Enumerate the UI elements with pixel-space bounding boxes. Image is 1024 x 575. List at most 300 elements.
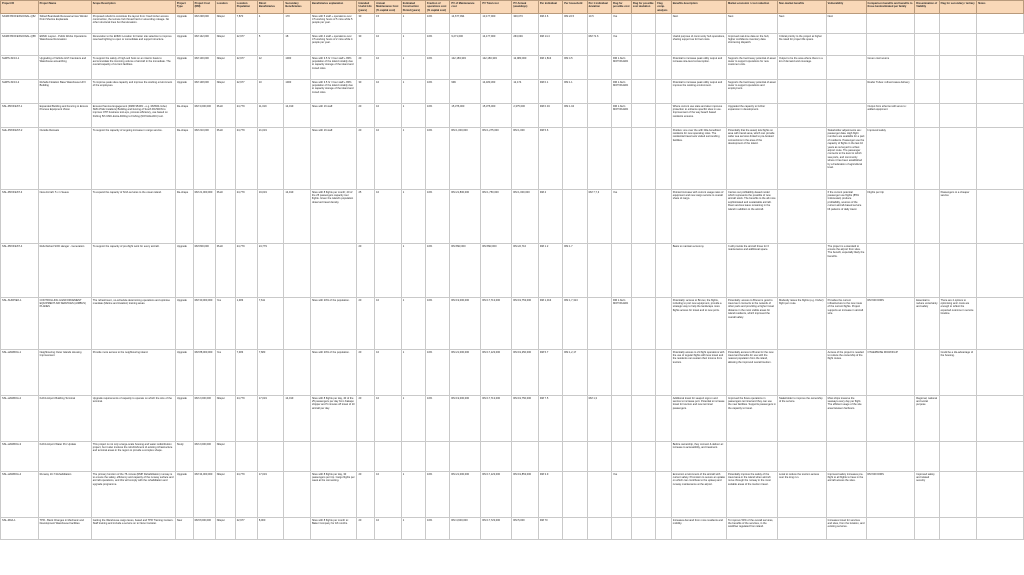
table-cell[interactable]: Upgrade <box>175 297 193 349</box>
table-cell[interactable]: Upgrade <box>175 33 193 55</box>
table-cell[interactable] <box>656 33 671 55</box>
column-header[interactable]: Location <box>215 1 235 14</box>
table-cell[interactable]: 15 <box>375 13 402 33</box>
table-cell[interactable] <box>977 189 1024 243</box>
table-cell[interactable] <box>826 33 866 55</box>
column-header[interactable]: Per household <box>563 1 587 14</box>
table-cell[interactable]: Modestly raises the flights (e.g. Fisher) flight per route. <box>777 297 826 349</box>
table-cell[interactable]: Rehabs Flotation Base Warehouse HIVI Building <box>38 79 91 103</box>
table-cell[interactable] <box>656 441 671 471</box>
table-cell[interactable]: 263,049 <box>512 33 539 55</box>
table-cell[interactable]: RM 17,713,000 <box>481 395 512 441</box>
table-cell[interactable] <box>939 127 977 189</box>
table-cell[interactable]: 10 <box>375 517 402 539</box>
table-cell[interactable]: 16% <box>426 297 450 349</box>
table-cell[interactable]: RM 130,000 <box>193 55 215 79</box>
column-header[interactable]: Non-market benefits <box>777 1 826 14</box>
table-cell[interactable]: RM 19,000,000 <box>450 297 481 349</box>
table-cell[interactable] <box>656 127 671 189</box>
table-cell[interactable]: Next <box>727 13 778 33</box>
table-cell[interactable] <box>563 395 587 441</box>
table-cell[interactable] <box>866 243 915 297</box>
table-cell[interactable]: Local to reduce the tourism access over the long run. <box>777 471 826 517</box>
table-cell[interactable] <box>727 441 778 471</box>
table-cell[interactable]: Renovation to the ENMC Location for better site selection to improve reserved lighting to open or consolidate and support structure. <box>91 33 175 55</box>
table-cell[interactable] <box>977 13 1024 33</box>
table-cell[interactable]: RM 1,813 <box>538 55 562 79</box>
table-cell[interactable]: 1 <box>401 517 425 539</box>
table-cell[interactable]: This project is not only a large-scale housing and water redistribution project, but it also involves the refurbishment of existing infrastructure and terminal areas in the region to provide a complex shape. <box>91 441 175 471</box>
table-cell[interactable]: 14,183,303 <box>481 79 512 103</box>
table-cell[interactable]: 14,177,900 <box>481 33 512 55</box>
table-cell[interactable]: 20 <box>357 517 375 539</box>
table-cell[interactable]: 4 <box>257 13 284 33</box>
table-cell[interactable]: RM 1,3 <box>587 395 611 441</box>
table-cell[interactable]: Reefer Tubes: refined cases delivery <box>866 79 915 103</box>
table-cell[interactable]: Critical priority to the project at higher fire rated for project life spans. <box>777 33 826 55</box>
table-cell[interactable]: RM 4 <box>538 189 562 243</box>
table-row[interactable] <box>1 395 1024 441</box>
table-cell[interactable] <box>939 441 977 471</box>
table-cell[interactable]: 22,977 <box>235 79 257 103</box>
table-cell[interactable]: Sites with 20% of the population. <box>310 297 356 349</box>
table-cell[interactable]: Increases demand from more residents and mobility. <box>671 517 726 539</box>
table-cell[interactable] <box>656 243 671 297</box>
table-cell[interactable]: 13,177,900 <box>481 13 512 33</box>
table-cell[interactable]: 19,019 <box>257 189 284 243</box>
table-cell[interactable]: SSL-SUDPIEX-1 <box>1 297 39 349</box>
table-cell[interactable]: Yes <box>215 297 235 349</box>
table-cell[interactable] <box>977 79 1024 103</box>
table-cell[interactable]: Nilepur <box>215 471 235 517</box>
table-cell[interactable]: RM 17,723,000 <box>481 517 512 539</box>
table-cell[interactable]: The project is a standard to ensure the airport from sites. The benefit, especially likely the benefits. <box>826 243 866 297</box>
table-cell[interactable] <box>631 471 655 517</box>
table-cell[interactable]: RM 1.1 <box>563 79 587 103</box>
table-cell[interactable]: Output to be the area where there is a lot of demand and coverage. <box>777 55 826 79</box>
table-cell[interactable]: 16% <box>426 127 450 189</box>
column-header[interactable]: Location Population <box>235 1 257 14</box>
table-cell[interactable]: Potential to increase peak utility output and increase site-level consumption. <box>671 55 726 79</box>
table-cell[interactable] <box>538 441 562 471</box>
table-cell[interactable]: Pointed increase with current usage rates of equipment and new cargo service to overall share of cargo. <box>671 189 726 243</box>
table-cell[interactable]: Where current use state and also improves protection to enhance specific sites in use. Improvement of the way beach based residents ensures. <box>671 103 726 127</box>
table-cell[interactable]: 12 <box>257 55 284 79</box>
table-cell[interactable] <box>977 243 1024 297</box>
table-cell[interactable]: 1000 <box>284 55 311 79</box>
table-cell[interactable]: To improve 50% of the overall services, the benefits of the services, in the workflow regulated from island. <box>727 517 778 539</box>
table-cell[interactable]: Runway 10-7 Rehabilitation <box>38 471 91 517</box>
table-cell[interactable] <box>915 517 939 539</box>
table-cell[interactable] <box>587 55 611 79</box>
table-cell[interactable]: It will provide the aircraft those for 6 maintenance and additional space. <box>727 243 778 297</box>
table-cell[interactable]: 1 <box>401 79 425 103</box>
table-cell[interactable] <box>656 103 671 127</box>
table-cell[interactable]: 30 <box>357 13 375 33</box>
table-cell[interactable]: RM 2,000,000 <box>193 441 215 471</box>
table-cell[interactable]: RM 17,713,000 <box>481 297 512 349</box>
table-cell[interactable] <box>656 55 671 79</box>
column-header[interactable]: PV Total cost <box>481 1 512 14</box>
table-cell[interactable] <box>777 103 826 127</box>
table-cell[interactable]: 17,019 <box>257 395 284 441</box>
table-cell[interactable] <box>866 33 915 55</box>
table-cell[interactable]: RM 1,2,17 <box>563 349 587 395</box>
table-cell[interactable]: Carries out profitability-based model which represents the possible of new aircraft stock. The benefits to the all more sophisticated and sustainable aircraft. Fleet services leave remaining in the island in addition to the aircraft. <box>727 189 778 243</box>
table-cell[interactable]: 20 <box>357 471 375 517</box>
table-cell[interactable]: RM 21,800,000 <box>450 189 481 243</box>
table-cell[interactable]: PHAI <box>215 127 235 189</box>
column-header[interactable]: Fraction of operations cost (% capital cost) <box>426 1 450 14</box>
table-cell[interactable]: 10 <box>257 79 284 103</box>
table-cell[interactable]: RM 70 <box>538 517 562 539</box>
table-cell[interactable] <box>939 79 977 103</box>
table-cell[interactable] <box>631 349 655 395</box>
table-cell[interactable]: Refurbished SOD Hanger - Generation <box>38 243 91 297</box>
table-cell[interactable]: Next <box>777 13 826 33</box>
table-cell[interactable]: Upgrade <box>175 13 193 33</box>
table-cell[interactable] <box>939 103 977 127</box>
column-header[interactable]: Project ID <box>1 1 39 14</box>
table-cell[interactable]: Expanded Building and Fencing to Ensure Process Equipment Vision <box>38 103 91 127</box>
table-cell[interactable]: 999 <box>450 79 481 103</box>
table-cell[interactable] <box>777 127 826 189</box>
table-cell[interactable]: RM 1,000 <box>512 127 539 189</box>
table-cell[interactable]: RM 8,000,000 <box>193 517 215 539</box>
table-cell[interactable]: Improved the flows operations in passengers terminal and they can use the new facilities. Supports passengers in the capacity to travel. <box>727 395 778 441</box>
table-cell[interactable]: 17,019 <box>257 471 284 517</box>
table-cell[interactable]: Green cowl source <box>866 55 915 79</box>
table-cell[interactable] <box>587 103 611 127</box>
table-cell[interactable]: 20 <box>357 103 375 127</box>
table-cell[interactable]: 16% <box>426 33 450 55</box>
table-cell[interactable] <box>310 441 356 471</box>
table-cell[interactable] <box>631 441 655 471</box>
table-cell[interactable]: Potentially access to Brunei for the new travel and benefits for use with the nearest population from the island, allowing the improved overall tourism. <box>727 349 778 395</box>
table-cell[interactable] <box>284 517 311 539</box>
table-cell[interactable]: Re-shape <box>175 103 193 127</box>
table-cell[interactable]: 170 <box>284 13 311 33</box>
table-cell[interactable]: RM 893,000 <box>450 243 481 297</box>
table-cell[interactable]: 10 <box>375 349 402 395</box>
table-cell[interactable]: RM 1.04 <box>563 103 587 127</box>
table-cell[interactable] <box>656 13 671 33</box>
table-cell[interactable]: Nilepur <box>215 13 235 33</box>
table-cell[interactable]: 20 <box>357 395 375 441</box>
table-cell[interactable]: Passengers to a cheaper service <box>939 189 977 243</box>
table-cell[interactable]: 16% <box>426 517 450 539</box>
table-cell[interactable]: RM 5.7 <box>538 349 562 395</box>
table-cell[interactable]: ENMC Layout - Public Works Operations Warehouse Renovation <box>38 33 91 55</box>
table-cell[interactable]: RM 1.7 <box>563 243 587 297</box>
table-cell[interactable]: 14,919 <box>284 189 311 243</box>
table-cell[interactable]: Nilepur <box>215 441 235 471</box>
table-cell[interactable]: SSL-HANBOA-2 <box>1 395 39 441</box>
table-cell[interactable]: Flights per trip <box>866 189 915 243</box>
column-header[interactable]: Per individual <box>538 1 562 14</box>
column-header[interactable]: Annual Maintenance Cost (% capital cost) <box>375 1 402 14</box>
table-cell[interactable]: 20 <box>357 127 375 189</box>
table-cell[interactable]: PHAI <box>215 103 235 127</box>
column-header[interactable]: Flag comp. analysis <box>656 1 671 14</box>
table-cell[interactable]: RM 1,275,000 <box>481 127 512 189</box>
table-cell[interactable]: RM 148,000 <box>193 79 215 103</box>
table-cell[interactable]: There are 4 options to optimising and: costs are enough to reflect the expected outcome in service timeline. <box>939 297 977 349</box>
table-cell[interactable]: Yes <box>611 189 631 243</box>
table-cell[interactable]: To support the safety of high-soil hoist on an interim basis to accommodate the incoming volume of aircraft in the immediate. The overall capacity of current facilities. <box>91 55 175 79</box>
table-cell[interactable]: 142,183,303 <box>481 55 512 79</box>
table-cell[interactable]: Outside Retreats <box>38 127 91 189</box>
table-cell[interactable] <box>939 13 977 33</box>
table-cell[interactable]: 30 <box>357 79 375 103</box>
column-header[interactable]: Project Cost (RM) <box>193 1 215 14</box>
table-cell[interactable]: Nilepur <box>215 79 235 103</box>
table-cell[interactable] <box>284 441 311 471</box>
table-cell[interactable]: Essential to reduce uncertainty and safety <box>915 297 939 349</box>
table-cell[interactable]: 20 <box>357 55 375 79</box>
table-cell[interactable] <box>915 55 939 79</box>
table-cell[interactable]: Provide more access to the neighbouring island. <box>91 349 175 395</box>
table-cell[interactable] <box>977 127 1024 189</box>
table-cell[interactable]: RM 1 Alvin MOTOKAWA <box>611 103 631 127</box>
column-header[interactable]: Intended Useful Life (years) <box>357 1 375 14</box>
table-cell[interactable]: RM 1 Alvin MOTOKAWA <box>611 297 631 349</box>
table-cell[interactable]: Re-shape <box>175 189 193 243</box>
table-cell[interactable]: RM 3.9 <box>538 471 562 517</box>
table-cell[interactable] <box>284 349 311 395</box>
table-cell[interactable]: Positive: one over the with little-benefitted residents for new operating roles. The residential travel sets visited surrounding facilities. <box>671 127 726 189</box>
table-cell[interactable]: 24,779 <box>235 471 257 517</box>
table-cell[interactable]: KAKA Airport Water Pro Update <box>38 441 91 471</box>
table-cell[interactable] <box>563 33 587 55</box>
table-cell[interactable]: New <box>175 517 193 539</box>
table-row[interactable] <box>1 13 1024 33</box>
table-cell[interactable] <box>587 243 611 297</box>
table-cell[interactable]: Useful purpose of community hub operations, sharing support as for fuel costs. <box>671 33 726 55</box>
table-cell[interactable] <box>915 441 939 471</box>
table-cell[interactable]: SSL-RDA-1 <box>1 517 39 539</box>
table-cell[interactable] <box>611 441 631 471</box>
table-cell[interactable]: RM 1,013 <box>538 297 562 349</box>
table-cell[interactable] <box>611 243 631 297</box>
table-row[interactable] <box>1 517 1024 539</box>
table-cell[interactable] <box>284 471 311 517</box>
table-cell[interactable]: SSL-PROFEST-1 <box>1 103 39 127</box>
table-cell[interactable] <box>866 441 915 471</box>
table-cell[interactable] <box>939 517 977 539</box>
table-row[interactable] <box>1 243 1024 297</box>
table-cell[interactable]: 7,611 <box>257 297 284 349</box>
table-cell[interactable]: SSL-HANBOA-1 <box>1 349 39 395</box>
table-cell[interactable]: Basis to maintain economy. <box>671 243 726 297</box>
table-cell[interactable]: Yes <box>215 349 235 395</box>
table-cell[interactable]: RM 34,000,000 <box>193 471 215 517</box>
table-cell[interactable]: Nilepur <box>215 517 235 539</box>
table-cell[interactable]: 21,019 <box>257 127 284 189</box>
table-cell[interactable] <box>631 189 655 243</box>
table-cell[interactable]: RM 22.5 <box>563 13 587 33</box>
column-header[interactable]: Scope Description <box>91 1 175 14</box>
table-cell[interactable] <box>284 297 311 349</box>
table-cell[interactable]: 20 <box>357 243 375 297</box>
table-cell[interactable]: Potentially that the asset) lets flights on area with transit area, which can provide wider sea services linked to pre-booked connections in the area of the development of the island. <box>727 127 778 189</box>
table-cell[interactable] <box>826 103 866 127</box>
table-cell[interactable]: RM 14.4 <box>538 33 562 55</box>
column-header[interactable]: PV Annual (weekdays) <box>512 1 539 14</box>
table-cell[interactable]: RM 1,750,000 <box>481 189 512 243</box>
table-cell[interactable]: 1 <box>401 33 425 55</box>
table-cell[interactable] <box>656 189 671 243</box>
table-cell[interactable]: Supports the fuel-heavy potential of asset tower to support operations and employment. <box>727 79 778 103</box>
table-cell[interactable] <box>481 441 512 471</box>
table-cell[interactable]: Sites with 16 staff. <box>310 127 356 189</box>
column-header[interactable]: Vulnerability <box>826 1 866 14</box>
table-cell[interactable] <box>866 395 915 441</box>
table-cell[interactable]: RM 71.6 <box>587 33 611 55</box>
table-cell[interactable]: 300,073 <box>512 13 539 33</box>
table-cell[interactable]: Nilepur <box>215 33 235 55</box>
table-cell[interactable] <box>777 189 826 243</box>
table-cell[interactable]: Sites with 20% of the population. <box>310 349 356 395</box>
table-cell[interactable]: Potentially improve the safety of the travel area in the island when aircraft move through the runway in the most suitable areas of the tourism travel. <box>727 471 778 517</box>
table-cell[interactable]: Sites with 4 staff + operations over 3.5 working hours of 2 mins while 4 people per year. <box>310 33 356 55</box>
table-cell[interactable]: 7,870 <box>235 13 257 33</box>
column-header[interactable]: Estimated Construction Period (years) <box>401 1 425 14</box>
table-cell[interactable]: RM 1,000,000 <box>512 189 539 243</box>
table-cell[interactable]: 2,375,000 <box>512 103 539 127</box>
table-cell[interactable] <box>284 243 311 297</box>
table-cell[interactable]: 1 <box>401 55 425 79</box>
table-cell[interactable]: Improved safety increases pre-flight to all flights to have in the aircraft access the sites. <box>826 471 866 517</box>
table-cell[interactable]: 20 <box>357 297 375 349</box>
table-cell[interactable]: 1 <box>401 395 425 441</box>
table-cell[interactable]: Before ownership, they connect & deliver at: increase to accessibility, and treatment. <box>671 441 726 471</box>
table-cell[interactable] <box>656 297 671 349</box>
table-cell[interactable]: RM 88,000,000 <box>193 349 215 395</box>
table-row[interactable] <box>1 297 1024 349</box>
table-cell[interactable]: RM 1 Alvin MOTOKAWA <box>611 55 631 79</box>
table-cell[interactable]: Upgrading of Vehicle HIVI Canisters and Warehouse ad-earthing <box>38 55 91 79</box>
column-header[interactable]: Flag for possible cost <box>611 1 631 14</box>
table-cell[interactable]: Sites with 8 flights per day, 40 of the 25 passengers per day from Kakapo shipper and 5 minutes off travel of 10 aircraft per day. <box>310 395 356 441</box>
table-cell[interactable]: 1 <box>401 297 425 349</box>
table-cell[interactable]: 9,271,000 <box>450 33 481 55</box>
table-cell[interactable]: 10 <box>375 297 402 349</box>
table-cell[interactable] <box>777 349 826 395</box>
table-cell[interactable] <box>777 517 826 539</box>
table-cell[interactable] <box>611 517 631 539</box>
table-cell[interactable]: Sites with 16 staff. <box>310 103 356 127</box>
table-row[interactable] <box>1 33 1024 55</box>
table-cell[interactable]: RM 1,000,000 <box>450 127 481 189</box>
table-cell[interactable]: Upgrade <box>175 395 193 441</box>
table-cell[interactable]: 16% <box>426 55 450 79</box>
table-cell[interactable]: New Aircraft: 5 x 1 Seaus <box>38 189 91 243</box>
table-cell[interactable] <box>611 127 631 189</box>
table-cell[interactable] <box>777 243 826 297</box>
column-header[interactable]: Comparison benefits and benefits to those best/estimated per family <box>866 1 915 14</box>
table-cell[interactable] <box>977 395 1024 441</box>
table-cell[interactable]: Upgraded the capacity to further expansion in development. <box>727 103 778 127</box>
table-cell[interactable] <box>977 297 1024 349</box>
table-cell[interactable]: Access of the project is needed to reduce the ownership of the flight routes. <box>826 349 866 395</box>
table-cell[interactable]: 14,019 <box>284 103 311 127</box>
table-cell[interactable] <box>977 55 1024 79</box>
table-cell[interactable]: OTHERWISE MICROFLIP <box>866 349 915 395</box>
table-cell[interactable]: Nilepur <box>215 395 235 441</box>
table-cell[interactable]: 1 <box>401 127 425 189</box>
table-cell[interactable] <box>631 79 655 103</box>
column-header[interactable]: Per 1 individual deviation <box>587 1 611 14</box>
table-cell[interactable] <box>587 79 611 103</box>
table-cell[interactable]: Upgrade <box>175 349 193 395</box>
table-cell[interactable]: 10 <box>375 395 402 441</box>
table-cell[interactable]: RM 830,000 <box>193 243 215 297</box>
table-cell[interactable]: Sites with 5 staff + operations over 3.5 working hours of 5 mins while 5 people per year. <box>310 13 356 33</box>
table-cell[interactable]: 24,779 <box>235 189 257 243</box>
table-cell[interactable] <box>656 471 671 517</box>
table-row[interactable] <box>1 441 1024 471</box>
table-cell[interactable]: 16% <box>426 349 450 395</box>
table-cell[interactable] <box>563 517 587 539</box>
table-cell[interactable] <box>915 127 939 189</box>
table-cell[interactable] <box>587 471 611 517</box>
table-cell[interactable]: 14,677,994 <box>450 13 481 33</box>
table-cell[interactable] <box>587 297 611 349</box>
table-cell[interactable]: RM 4.5 <box>563 55 587 79</box>
table-cell[interactable] <box>826 55 866 79</box>
table-cell[interactable] <box>977 441 1024 471</box>
table-cell[interactable]: 30 <box>357 33 375 55</box>
table-cell[interactable]: 24,779 <box>235 127 257 189</box>
table-cell[interactable]: Economic environment of the aircraft with current safety. Promotion to secure an uptake on which can contribute to the upkeep and runway maintenance at the airport. <box>671 471 726 517</box>
table-cell[interactable]: Upgrade <box>175 243 193 297</box>
table-cell[interactable]: 16% <box>426 189 450 243</box>
table-cell[interactable]: Stakeholder adjustments are: passenger data. High flight numbers are available for a part of residents. Passenger use the capacity of flights in the last 10 years as surveyed to a fleet airport route. The passenger connects to the level to which sea ports, and community where it has been established by a Federation of agricultural level. <box>826 127 866 189</box>
table-cell[interactable]: Next <box>671 13 726 33</box>
column-header[interactable]: Dissemination of Viability <box>915 1 939 14</box>
table-cell[interactable]: If the current potential passenger use flights (85% Indonesian) produce profitability, sources of the current aircraft-based service lift patterns of daily travel. <box>826 189 866 243</box>
table-cell[interactable]: Improved safety <box>866 127 915 189</box>
table-cell[interactable]: 7,483 <box>235 349 257 395</box>
table-cell[interactable] <box>631 395 655 441</box>
table-cell[interactable]: 15,376,000 <box>450 103 481 127</box>
table-cell[interactable] <box>915 79 939 103</box>
table-cell[interactable]: 7,683 <box>257 349 284 395</box>
table-cell[interactable]: RM 600 DIMS <box>866 297 915 349</box>
table-cell[interactable]: RM 5.6 <box>538 127 562 189</box>
table-cell[interactable]: Sites with 8 flights per month to: Baker Company for 18 months. <box>310 517 356 539</box>
table-row[interactable] <box>1 471 1024 517</box>
table-cell[interactable]: KAKA Airport Building Terminal <box>38 395 91 441</box>
table-cell[interactable]: 10 <box>375 79 402 103</box>
table-cell[interactable]: Improved real-time data on the hub; higher confidence inventory data shortening dispatch. <box>727 33 778 55</box>
table-cell[interactable] <box>375 243 402 297</box>
table-cell[interactable]: SSL-PROFEST-3 <box>1 189 39 243</box>
table-cell[interactable]: Could be a dis-advantage of the housing. <box>939 349 977 395</box>
table-cell[interactable]: Sites with 3.5 hr / hour staff + 80% population of the island notably due to capacity storage of the island and zoned roles. <box>310 79 356 103</box>
table-cell[interactable] <box>915 103 939 127</box>
table-cell[interactable] <box>915 189 939 243</box>
table-cell[interactable]: 10 <box>375 471 402 517</box>
table-cell[interactable]: Proposed rebuild to constitute the layout from: fixed timber access construction, the terrace hub thread hard or ad-ending roleage. No other structural lines but that elevation. <box>91 13 175 33</box>
table-cell[interactable]: 10 <box>375 33 402 55</box>
table-cell[interactable]: Next <box>826 13 866 33</box>
table-cell[interactable] <box>977 103 1024 127</box>
table-cell[interactable] <box>915 243 939 297</box>
table-cell[interactable]: Supports the fuel-heavy potential of asset tower to support operations for new customer units. <box>727 55 778 79</box>
table-cell[interactable]: RM 1 Alvin MOTOKAWA <box>611 79 631 103</box>
